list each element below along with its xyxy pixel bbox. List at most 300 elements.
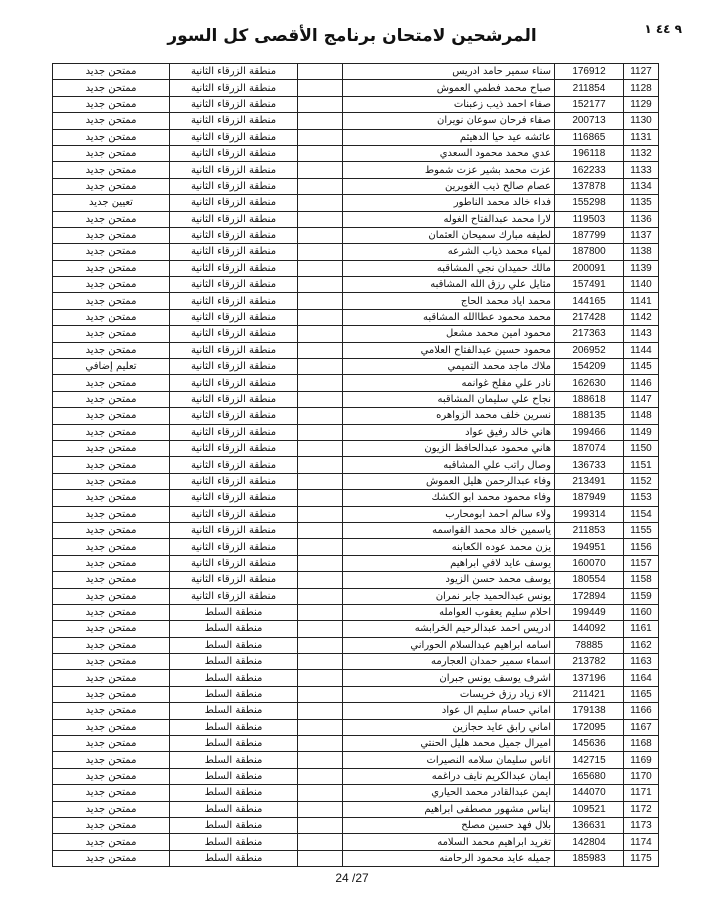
- status-cell: ممتحن جديد: [53, 752, 170, 768]
- table-row: [53, 440, 659, 456]
- region-cell: منطقة الزرقاء الثانية: [170, 473, 298, 489]
- table-row: [53, 817, 659, 833]
- empty-cell: [298, 637, 343, 653]
- id-cell: 172894: [555, 588, 624, 604]
- serial-cell: 1130: [624, 113, 659, 129]
- name-cell: اسماء سمير حمدان العجارمه: [343, 654, 555, 670]
- table-row: [53, 113, 659, 129]
- empty-cell: [298, 785, 343, 801]
- table-row: [53, 572, 659, 588]
- id-cell: 187949: [555, 490, 624, 506]
- name-cell: سناء سمير حامد ادريس: [343, 64, 555, 80]
- name-cell: اسامه ابراهيم عبدالسلام الحوراني: [343, 637, 555, 653]
- id-cell: 172095: [555, 719, 624, 735]
- table-row: [53, 490, 659, 506]
- serial-cell: 1171: [624, 785, 659, 801]
- region-cell: منطقة الزرقاء الثانية: [170, 211, 298, 227]
- name-cell: ايمان عبدالكريم نايف دراغمه: [343, 768, 555, 784]
- id-cell: 180554: [555, 572, 624, 588]
- region-cell: منطقة الزرقاء الثانية: [170, 539, 298, 555]
- id-cell: 199449: [555, 604, 624, 620]
- id-cell: 211853: [555, 522, 624, 538]
- id-cell: 157491: [555, 277, 624, 293]
- region-cell: منطقة الزرقاء الثانية: [170, 277, 298, 293]
- status-cell: ممتحن جديد: [53, 801, 170, 817]
- region-cell: منطقة الزرقاء الثانية: [170, 555, 298, 571]
- status-cell: ممتحن جديد: [53, 391, 170, 407]
- region-cell: منطقة الزرقاء الثانية: [170, 129, 298, 145]
- id-cell: 137878: [555, 178, 624, 194]
- empty-cell: [298, 506, 343, 522]
- table-row: [53, 293, 659, 309]
- id-cell: 199466: [555, 424, 624, 440]
- status-cell: ممتحن جديد: [53, 178, 170, 194]
- corner-handwritten-mark: ٩ ٤٤ ١: [644, 22, 682, 36]
- empty-cell: [298, 604, 343, 620]
- status-cell: ممتحن جديد: [53, 736, 170, 752]
- status-cell: ممتحن جديد: [53, 113, 170, 129]
- table-row: [53, 588, 659, 604]
- table-row: [53, 785, 659, 801]
- table-row: [53, 326, 659, 342]
- candidates-table: [52, 63, 659, 867]
- status-cell: ممتحن جديد: [53, 96, 170, 112]
- empty-cell: [298, 801, 343, 817]
- region-cell: منطقة السلط: [170, 834, 298, 850]
- serial-cell: 1155: [624, 522, 659, 538]
- serial-cell: 1135: [624, 195, 659, 211]
- status-cell: ممتحن جديد: [53, 211, 170, 227]
- empty-cell: [298, 80, 343, 96]
- status-cell: ممتحن جديد: [53, 457, 170, 473]
- status-cell: ممتحن جديد: [53, 375, 170, 391]
- id-cell: 211421: [555, 686, 624, 702]
- serial-cell: 1145: [624, 359, 659, 375]
- id-cell: 179138: [555, 703, 624, 719]
- region-cell: منطقة الزرقاء الثانية: [170, 64, 298, 80]
- id-cell: 185983: [555, 850, 624, 866]
- status-cell: ممتحن جديد: [53, 408, 170, 424]
- region-cell: منطقة السلط: [170, 604, 298, 620]
- empty-cell: [298, 654, 343, 670]
- name-cell: اشرف يوسف يونس جبران: [343, 670, 555, 686]
- serial-cell: 1148: [624, 408, 659, 424]
- id-cell: 152177: [555, 96, 624, 112]
- table-row: [53, 64, 659, 80]
- empty-cell: [298, 326, 343, 342]
- region-cell: منطقة الزرقاء الثانية: [170, 572, 298, 588]
- name-cell: ادريس احمد عبدالرحيم الخرابشه: [343, 621, 555, 637]
- id-cell: 199314: [555, 506, 624, 522]
- serial-cell: 1137: [624, 227, 659, 243]
- status-cell: ممتحن جديد: [53, 588, 170, 604]
- table-row: [53, 539, 659, 555]
- name-cell: مالك حميدان نجي المشاقبه: [343, 260, 555, 276]
- serial-cell: 1141: [624, 293, 659, 309]
- table-row: [53, 801, 659, 817]
- table-row: [53, 637, 659, 653]
- id-cell: 154209: [555, 359, 624, 375]
- serial-cell: 1149: [624, 424, 659, 440]
- empty-cell: [298, 227, 343, 243]
- status-cell: ممتحن جديد: [53, 817, 170, 833]
- region-cell: منطقة الزرقاء الثانية: [170, 96, 298, 112]
- region-cell: منطقة الزرقاء الثانية: [170, 309, 298, 325]
- empty-cell: [298, 490, 343, 506]
- status-cell: ممتحن جديد: [53, 785, 170, 801]
- id-cell: 200091: [555, 260, 624, 276]
- table-row: [53, 145, 659, 161]
- serial-cell: 1144: [624, 342, 659, 358]
- name-cell: ياسمين خالد محمد القواسمه: [343, 522, 555, 538]
- serial-cell: 1168: [624, 736, 659, 752]
- name-cell: فداء خالد محمد الناطور: [343, 195, 555, 211]
- region-cell: منطقة السلط: [170, 703, 298, 719]
- region-cell: منطقة الزرقاء الثانية: [170, 359, 298, 375]
- serial-cell: 1153: [624, 490, 659, 506]
- id-cell: 217428: [555, 309, 624, 325]
- name-cell: وفاء محمود محمد ابو الكشك: [343, 490, 555, 506]
- name-cell: احلام سليم يعقوب العوامله: [343, 604, 555, 620]
- region-cell: منطقة الزرقاء الثانية: [170, 375, 298, 391]
- name-cell: اميرال جميل محمد هليل الحنتي: [343, 736, 555, 752]
- serial-cell: 1156: [624, 539, 659, 555]
- region-cell: منطقة الزرقاء الثانية: [170, 408, 298, 424]
- table-row: [53, 359, 659, 375]
- id-cell: 144165: [555, 293, 624, 309]
- empty-cell: [298, 817, 343, 833]
- table-row: [53, 736, 659, 752]
- serial-cell: 1162: [624, 637, 659, 653]
- table-row: [53, 621, 659, 637]
- empty-cell: [298, 719, 343, 735]
- region-cell: منطقة السلط: [170, 637, 298, 653]
- name-cell: اناس سليمان سلامه النصيرات: [343, 752, 555, 768]
- name-cell: لمياء محمد ذياب الشرعه: [343, 244, 555, 260]
- status-cell: ممتحن جديد: [53, 522, 170, 538]
- serial-cell: 1132: [624, 145, 659, 161]
- status-cell: ممتحن جديد: [53, 162, 170, 178]
- id-cell: 145636: [555, 736, 624, 752]
- table-row: [53, 522, 659, 538]
- empty-cell: [298, 96, 343, 112]
- id-cell: 162233: [555, 162, 624, 178]
- id-cell: 109521: [555, 801, 624, 817]
- status-cell: ممتحن جديد: [53, 506, 170, 522]
- candidates-table-body: [53, 64, 659, 867]
- serial-cell: 1167: [624, 719, 659, 735]
- page-number: 24 /27: [335, 871, 369, 885]
- empty-cell: [298, 539, 343, 555]
- table-row: [53, 342, 659, 358]
- table-row: [53, 703, 659, 719]
- table-row: [53, 408, 659, 424]
- status-cell: ممتحن جديد: [53, 424, 170, 440]
- id-cell: 119503: [555, 211, 624, 227]
- status-cell: ممتحن جديد: [53, 277, 170, 293]
- empty-cell: [298, 424, 343, 440]
- serial-cell: 1136: [624, 211, 659, 227]
- serial-cell: 1131: [624, 129, 659, 145]
- status-cell: ممتحن جديد: [53, 670, 170, 686]
- serial-cell: 1160: [624, 604, 659, 620]
- table-row: [53, 80, 659, 96]
- status-cell: ممتحن جديد: [53, 342, 170, 358]
- serial-cell: 1128: [624, 80, 659, 96]
- serial-cell: 1127: [624, 64, 659, 80]
- serial-cell: 1164: [624, 670, 659, 686]
- name-cell: محمد اياد محمد الحاج: [343, 293, 555, 309]
- table-row: [53, 129, 659, 145]
- status-cell: ممتحن جديد: [53, 227, 170, 243]
- table-row: [53, 375, 659, 391]
- region-cell: منطقة الزرقاء الثانية: [170, 506, 298, 522]
- name-cell: يونس عبدالحميد جابر نمران: [343, 588, 555, 604]
- empty-cell: [298, 850, 343, 866]
- serial-cell: 1163: [624, 654, 659, 670]
- name-cell: يوسف محمد حسن الزيود: [343, 572, 555, 588]
- status-cell: ممتحن جديد: [53, 834, 170, 850]
- id-cell: 187799: [555, 227, 624, 243]
- id-cell: 136631: [555, 817, 624, 833]
- region-cell: منطقة الزرقاء الثانية: [170, 195, 298, 211]
- serial-cell: 1150: [624, 440, 659, 456]
- serial-cell: 1165: [624, 686, 659, 702]
- status-cell: ممتحن جديد: [53, 719, 170, 735]
- name-cell: هاني خالد رفيق عواد: [343, 424, 555, 440]
- name-cell: اماني حسام سليم ال عواد: [343, 703, 555, 719]
- empty-cell: [298, 555, 343, 571]
- empty-cell: [298, 309, 343, 325]
- name-cell: وفاء عبدالرحمن هليل العموش: [343, 473, 555, 489]
- table-row: [53, 719, 659, 735]
- serial-cell: 1173: [624, 817, 659, 833]
- region-cell: منطقة الزرقاء الثانية: [170, 80, 298, 96]
- empty-cell: [298, 768, 343, 784]
- empty-cell: [298, 703, 343, 719]
- table-row: [53, 244, 659, 260]
- id-cell: 155298: [555, 195, 624, 211]
- status-cell: ممتحن جديد: [53, 539, 170, 555]
- table-row: [53, 768, 659, 784]
- region-cell: منطقة الزرقاء الثانية: [170, 227, 298, 243]
- name-cell: صباح محمد فطمي العموش: [343, 80, 555, 96]
- serial-cell: 1174: [624, 834, 659, 850]
- serial-cell: 1172: [624, 801, 659, 817]
- table-row: [53, 96, 659, 112]
- id-cell: 188135: [555, 408, 624, 424]
- empty-cell: [298, 260, 343, 276]
- region-cell: منطقة السلط: [170, 768, 298, 784]
- status-cell: ممتحن جديد: [53, 768, 170, 784]
- table-row: [53, 260, 659, 276]
- name-cell: لارا محمد عبدالفتاح الغوله: [343, 211, 555, 227]
- empty-cell: [298, 736, 343, 752]
- empty-cell: [298, 588, 343, 604]
- name-cell: وصال راتب علي المشاقبه: [343, 457, 555, 473]
- region-cell: منطقة السلط: [170, 670, 298, 686]
- status-cell: ممتحن جديد: [53, 80, 170, 96]
- empty-cell: [298, 670, 343, 686]
- region-cell: منطقة الزرقاء الثانية: [170, 113, 298, 129]
- table-row: [53, 555, 659, 571]
- serial-cell: 1140: [624, 277, 659, 293]
- region-cell: منطقة الزرقاء الثانية: [170, 424, 298, 440]
- serial-cell: 1142: [624, 309, 659, 325]
- region-cell: منطقة الزرقاء الثانية: [170, 440, 298, 456]
- region-cell: منطقة الزرقاء الثانية: [170, 342, 298, 358]
- table-row: [53, 654, 659, 670]
- region-cell: منطقة السلط: [170, 817, 298, 833]
- id-cell: 144070: [555, 785, 624, 801]
- status-cell: ممتحن جديد: [53, 703, 170, 719]
- region-cell: منطقة السلط: [170, 654, 298, 670]
- region-cell: منطقة الزرقاء الثانية: [170, 490, 298, 506]
- empty-cell: [298, 834, 343, 850]
- table-row: [53, 227, 659, 243]
- table-row: [53, 670, 659, 686]
- id-cell: 136733: [555, 457, 624, 473]
- status-cell: ممتحن جديد: [53, 293, 170, 309]
- empty-cell: [298, 64, 343, 80]
- name-cell: نادر علي مفلح غوانمه: [343, 375, 555, 391]
- status-cell: ممتحن جديد: [53, 473, 170, 489]
- table-row: [53, 178, 659, 194]
- region-cell: منطقة السلط: [170, 801, 298, 817]
- serial-cell: 1158: [624, 572, 659, 588]
- empty-cell: [298, 244, 343, 260]
- name-cell: الاء زياد رزق خريسات: [343, 686, 555, 702]
- table-row: [53, 834, 659, 850]
- name-cell: ملاك ماجد محمد التميمي: [343, 359, 555, 375]
- name-cell: نجاح علي سليمان المشاقبه: [343, 391, 555, 407]
- empty-cell: [298, 473, 343, 489]
- status-cell: ممتحن جديد: [53, 260, 170, 276]
- id-cell: 78885: [555, 637, 624, 653]
- name-cell: مثايل علي رزق الله المشاقبه: [343, 277, 555, 293]
- id-cell: 196118: [555, 145, 624, 161]
- id-cell: 165680: [555, 768, 624, 784]
- id-cell: 217363: [555, 326, 624, 342]
- name-cell: عزت محمد بشير عزت شموط: [343, 162, 555, 178]
- name-cell: لطيفه مبارك سميحان العثمان: [343, 227, 555, 243]
- name-cell: بلال فهد حسين مصلح: [343, 817, 555, 833]
- name-cell: ايناس مشهور مصطفى ابراهيم: [343, 801, 555, 817]
- status-cell: تعليم إضافي: [53, 359, 170, 375]
- empty-cell: [298, 457, 343, 473]
- empty-cell: [298, 359, 343, 375]
- empty-cell: [298, 113, 343, 129]
- status-cell: ممتحن جديد: [53, 637, 170, 653]
- id-cell: 142715: [555, 752, 624, 768]
- empty-cell: [298, 129, 343, 145]
- table-row: [53, 850, 659, 866]
- region-cell: منطقة الزرقاء الثانية: [170, 326, 298, 342]
- serial-cell: 1159: [624, 588, 659, 604]
- name-cell: محمود امين محمد مشعل: [343, 326, 555, 342]
- empty-cell: [298, 375, 343, 391]
- serial-cell: 1157: [624, 555, 659, 571]
- serial-cell: 1134: [624, 178, 659, 194]
- table-row: [53, 686, 659, 702]
- table-row: [53, 506, 659, 522]
- serial-cell: 1170: [624, 768, 659, 784]
- name-cell: صفاء احمد ذيب زعبنات: [343, 96, 555, 112]
- table-row: [53, 457, 659, 473]
- serial-cell: 1146: [624, 375, 659, 391]
- empty-cell: [298, 686, 343, 702]
- name-cell: ولاء سالم احمد ابومحارب: [343, 506, 555, 522]
- empty-cell: [298, 572, 343, 588]
- id-cell: 194951: [555, 539, 624, 555]
- table-row: [53, 391, 659, 407]
- id-cell: 137196: [555, 670, 624, 686]
- empty-cell: [298, 195, 343, 211]
- id-cell: 200713: [555, 113, 624, 129]
- name-cell: يزن محمد عوده الكعابنه: [343, 539, 555, 555]
- id-cell: 176912: [555, 64, 624, 80]
- id-cell: 160070: [555, 555, 624, 571]
- page-title: المرشحين لامتحان برنامج الأقصى كل السور: [167, 26, 537, 46]
- serial-cell: 1143: [624, 326, 659, 342]
- status-cell: ممتحن جديد: [53, 326, 170, 342]
- name-cell: عصام صالح ذيب الغويرين: [343, 178, 555, 194]
- serial-cell: 1138: [624, 244, 659, 260]
- id-cell: 206952: [555, 342, 624, 358]
- name-cell: نسرين خلف محمد الزواهره: [343, 408, 555, 424]
- id-cell: 162630: [555, 375, 624, 391]
- name-cell: اماني رابق عايد حجازين: [343, 719, 555, 735]
- status-cell: ممتحن جديد: [53, 64, 170, 80]
- region-cell: منطقة السلط: [170, 686, 298, 702]
- empty-cell: [298, 178, 343, 194]
- empty-cell: [298, 277, 343, 293]
- table-row: [53, 211, 659, 227]
- empty-cell: [298, 145, 343, 161]
- region-cell: منطقة الزرقاء الثانية: [170, 145, 298, 161]
- status-cell: ممتحن جديد: [53, 604, 170, 620]
- status-cell: ممتحن جديد: [53, 686, 170, 702]
- name-cell: ايمن عبدالقادر محمد الحياري: [343, 785, 555, 801]
- id-cell: 116865: [555, 129, 624, 145]
- region-cell: منطقة الزرقاء الثانية: [170, 293, 298, 309]
- status-cell: تعيين جديد: [53, 195, 170, 211]
- empty-cell: [298, 391, 343, 407]
- empty-cell: [298, 522, 343, 538]
- serial-cell: 1161: [624, 621, 659, 637]
- empty-cell: [298, 342, 343, 358]
- region-cell: منطقة الزرقاء الثانية: [170, 457, 298, 473]
- name-cell: هاني محمود عبدالحافظ الزيون: [343, 440, 555, 456]
- id-cell: 211854: [555, 80, 624, 96]
- serial-cell: 1151: [624, 457, 659, 473]
- name-cell: محمود حسين عبدالفتاح العلامي: [343, 342, 555, 358]
- name-cell: محمد محمود عطاالله المشاقبه: [343, 309, 555, 325]
- serial-cell: 1129: [624, 96, 659, 112]
- status-cell: ممتحن جديد: [53, 850, 170, 866]
- table-row: [53, 473, 659, 489]
- id-cell: 144092: [555, 621, 624, 637]
- serial-cell: 1133: [624, 162, 659, 178]
- region-cell: منطقة الزرقاء الثانية: [170, 260, 298, 276]
- table-row: [53, 424, 659, 440]
- region-cell: منطقة السلط: [170, 736, 298, 752]
- region-cell: منطقة السلط: [170, 850, 298, 866]
- status-cell: ممتحن جديد: [53, 309, 170, 325]
- serial-cell: 1175: [624, 850, 659, 866]
- name-cell: عائشه عيد حيا الدهيثم: [343, 129, 555, 145]
- empty-cell: [298, 621, 343, 637]
